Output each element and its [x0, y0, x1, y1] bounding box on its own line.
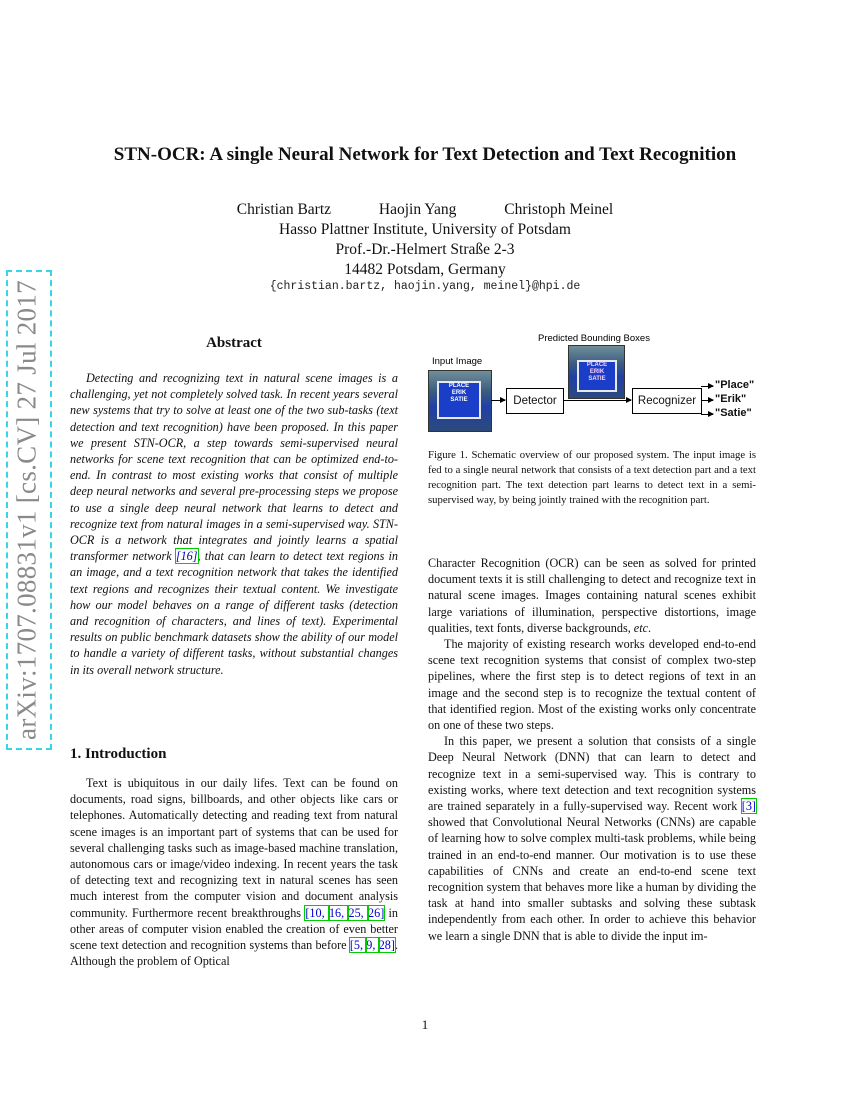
- paragraph: The majority of existing research works developed end-to-end scene text recognition systems that consist of complex two-step pipelines, where the first step is to detect regions of text in an image and the second step is to recognize the textual content of that identified region. Most of the existing works only concentrate on one of these two steps.: [428, 637, 756, 733]
- abstract-text: , that can learn to detect text regions in an image, and a text recognition network that takes the identified text regions and recognizes their textual content. We investigate how our model behaves on a range of different tasks (detection and recognition of characters, and lines of text). Experimental results on public benchmark datasets show the ability of our model to handle a variety of different tasks, without substantial changes in its overall network structure.: [70, 549, 398, 677]
- sign-text: SATIE: [588, 376, 606, 382]
- introduction-body: [70, 775, 398, 969]
- citation-link[interactable]: 16,: [328, 905, 349, 920]
- citation-link[interactable]: [10,: [305, 905, 329, 920]
- input-image-label: Input Image: [432, 356, 483, 367]
- citation-link[interactable]: 28]: [378, 938, 395, 953]
- predicted-boxes-label: Predicted Bounding Boxes: [538, 333, 650, 344]
- input-scene-image: [428, 370, 492, 432]
- street-sign: [577, 360, 617, 392]
- output-label: "Place": [715, 379, 755, 391]
- section-heading-introduction: 1. Introduction: [70, 746, 167, 762]
- paragraph: [428, 555, 756, 636]
- author-name: Christoph Meinel: [504, 201, 614, 218]
- paragraph: [428, 733, 756, 944]
- arrow-output: [701, 400, 713, 401]
- address-line: Prof.-Dr.-Helmert Straße 2-3: [335, 241, 515, 258]
- figure-1-caption: Figure 1. Schematic overview of our proposed system. The input image is fed to a single neural network that consists of a text detection part and a text recognition part. The text detection part learns to detect text in a semi-supervised way, by being jointly trained with the recognition part.: [428, 449, 756, 506]
- citation-link[interactable]: [5,: [349, 938, 367, 953]
- abstract-heading: Abstract: [206, 335, 262, 351]
- detector-box: Detector: [506, 388, 564, 414]
- sign-text: PLACE: [586, 362, 608, 368]
- sign-text: PLACE: [448, 383, 470, 389]
- sign-text: SATIE: [450, 397, 468, 403]
- arrow-input-to-detector: [491, 400, 505, 401]
- paragraph-text: Character Recognition (OCR) can be seen as solved for printed document texts it is still challenging to detect and recognize text in natural scene images. Images containing natural scenes exhibit large variations of illumination, perspective distortions, image qualities, text fonts, diverse backgrounds,: [428, 556, 756, 635]
- affiliation: Hasso Plattner Institute, University of Potsdam: [279, 221, 571, 238]
- paragraph-text: showed that Convolutional Neural Networks (CNNs) are capable of learning how to solve complex multi-task problems, while being trained in an end-to-end manner. Our motivation is to use these capabilities of CNNs and create an end-to-end scene text recognition system that behaves more like a human by dividing the task at hand into smaller subtasks and solving these subtask independently from each other. In order to achieve this behavior we learn a single DNN that is able to divide the input im-: [428, 815, 756, 943]
- arrow-detector-to-recognizer: [563, 400, 631, 401]
- arrow-output: [701, 414, 713, 415]
- arxiv-stamp[interactable]: arXiv:1707.08831v1 [cs.CV] 27 Jul 2017: [11, 280, 42, 740]
- citation-link[interactable]: 9,: [366, 938, 379, 953]
- citation-link[interactable]: [3]: [741, 799, 756, 814]
- paper-title: STN-OCR: A single Neural Network for Text Detection and Text Recognition: [113, 144, 737, 165]
- street-sign: [437, 381, 481, 419]
- intro-text: Text is ubiquitous in our daily lifes. Text can be found on documents, road signs, billboards, and other objects like cars or telephones. Automatically detecting and reading text from natural scene images is an important part of systems that can be used for several challenging tasks such as image-based machine translation, autonomous cars or image/video indexing. In recent years the task of detecting text and recognizing text in natural scenes has seen much interest from the computer vision and document analysis community. Furthermore recent breakthroughs: [70, 776, 398, 920]
- sign-text: ERIK: [451, 390, 467, 396]
- recognizer-box: Recognizer: [632, 388, 702, 414]
- author-emails: {christian.bartz, haojin.yang, meinel}@hpi.de: [269, 280, 581, 293]
- intro-text: in other areas of computer vision enabled the creation of even better scene text detection and recognition systems than before: [70, 905, 399, 953]
- author-name: Christian Bartz: [236, 201, 332, 218]
- abstract-body: [70, 370, 398, 678]
- citation-link[interactable]: 25,: [348, 905, 368, 920]
- page-number: 1: [421, 1017, 429, 1032]
- sign-text: ERIK: [589, 369, 605, 375]
- predicted-bounding-boxes-image: [568, 345, 625, 399]
- address-line: 14482 Potsdam, Germany: [344, 261, 506, 278]
- citation-link[interactable]: [16]: [175, 549, 198, 564]
- figure-1: [428, 330, 768, 435]
- paragraph-text: etc: [633, 620, 649, 635]
- right-column-body: [428, 555, 756, 944]
- paragraph-text: .: [648, 620, 652, 635]
- paragraph-text: In this paper, we present a solution that consists of a single Deep Neural Network (DNN) that can learn to detect and recognize text in a semi-supervised way. This is contrary to existing works, where text detection and text recognition systems are trained separately in a fully-supervised way. Recent work: [428, 734, 756, 814]
- arrow-output: [701, 386, 713, 387]
- output-label: "Erik": [715, 393, 747, 405]
- intro-text: . Although the problem of Optical: [70, 938, 398, 969]
- author-name: Haojin Yang: [378, 201, 457, 218]
- abstract-text: Detecting and recognizing text in natural scene images is a challenging, yet not completely solved task. In recent years several new systems that try to solve at least one of the two sub-tasks (text detection and text recognition) have been proposed. In this paper we present STN-OCR, a step towards semi-supervised neural networks for scene text recognition that can be optimized end-to-end. In contrast to most existing works that consist of multiple deep neural networks and several pre-processing steps we propose to use a single deep neural network that learns to detect and recognize text from natural images in a semi-supervised way. STN-OCR is a network that integrates and jointly learns a spatial transformer network: [70, 371, 398, 564]
- output-label: "Satie": [715, 407, 752, 419]
- citation-link[interactable]: 26]: [368, 905, 385, 920]
- author-list: [40, 200, 810, 220]
